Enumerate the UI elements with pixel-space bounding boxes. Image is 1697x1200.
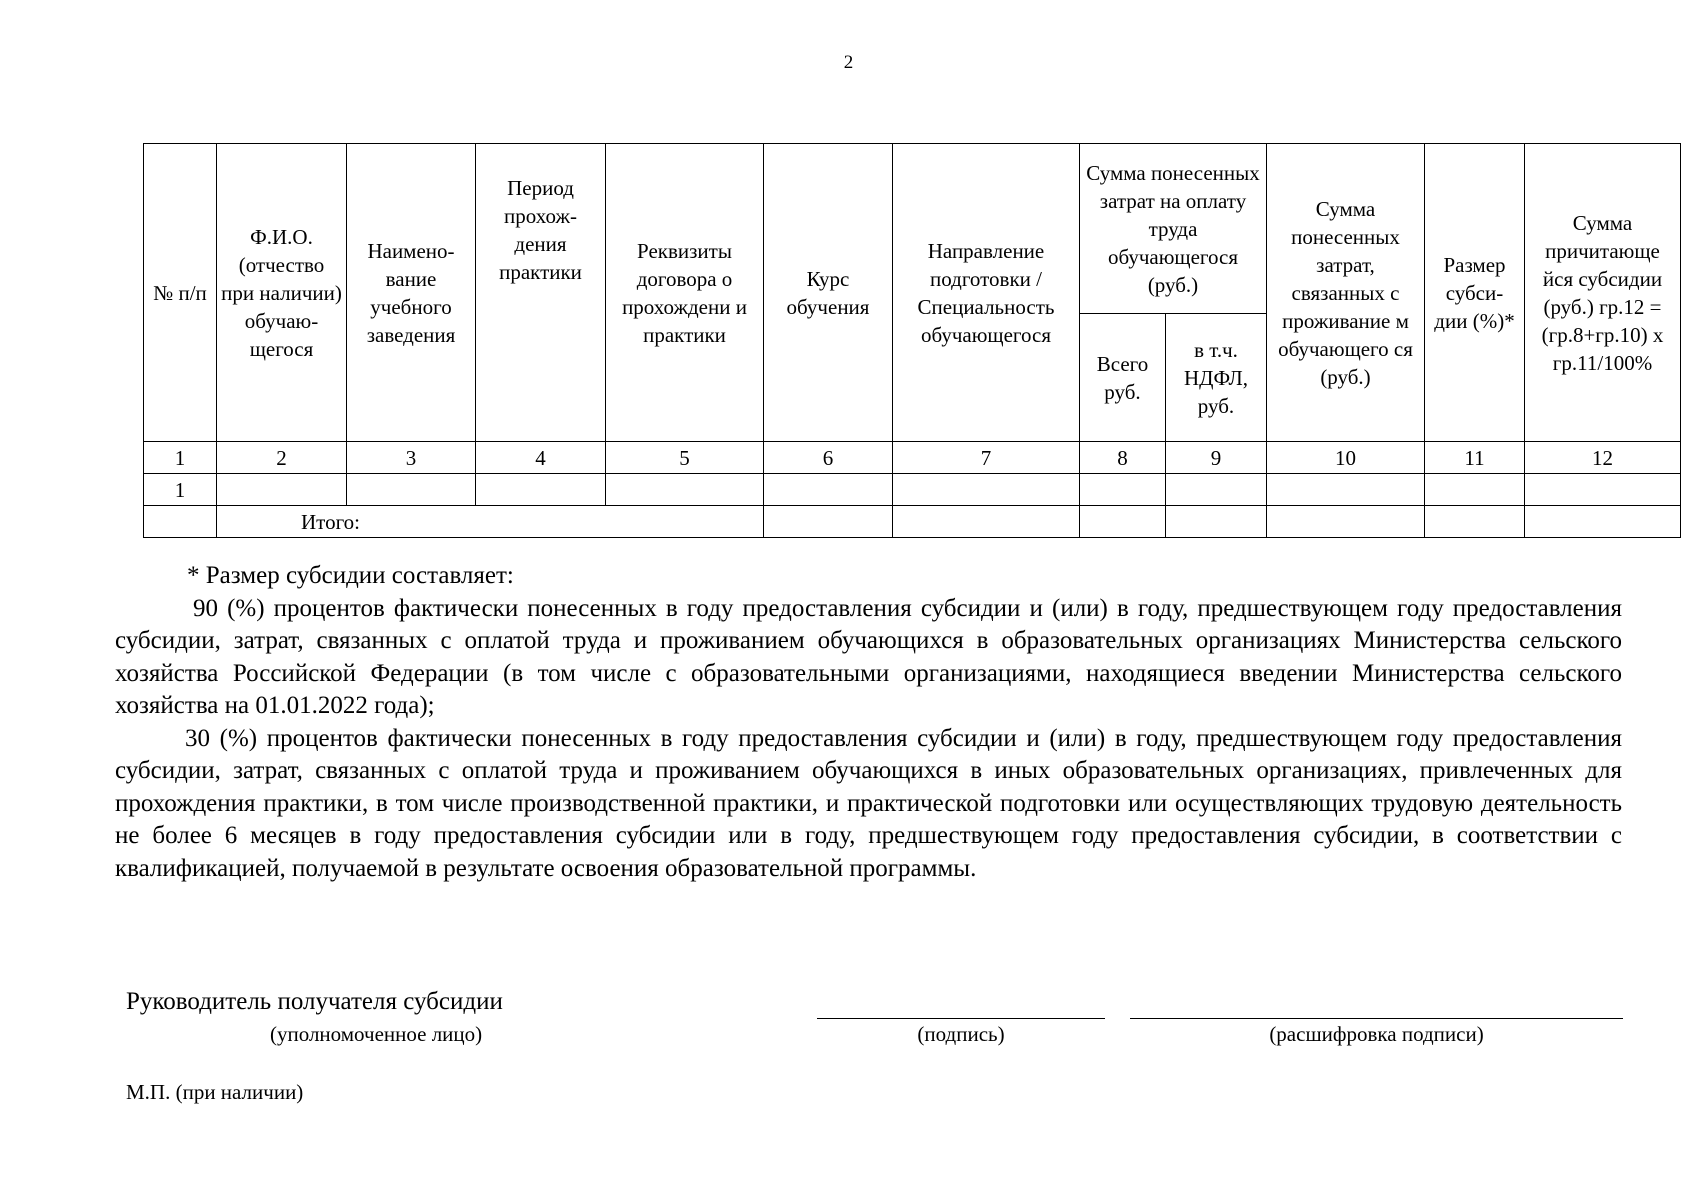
row-number: 1 [144,474,217,506]
table-cell [1080,474,1166,506]
subheader-ndfl: в т.ч. НДФЛ, руб. [1166,314,1267,442]
table-cell [476,474,606,506]
column-number: 1 [144,442,217,474]
footnote-title: * Размер субсидии составляет: [187,562,514,589]
column-number: 4 [476,442,606,474]
footnote-paragraph-30: 30 (%) процентов фактически понесенных в году предоставления субсидии и (или) в году, предшествующем году предоставления субсидии, затрат, связанных с оплатой труда и проживанием обучающихся в иных образовательных организациях, привлеченных для прохождения практики, в том числе производственной практики, и практической подготовки или осуществляющих трудовую деятельность не более 6 месяцев в году предоставления субсидии или в году, предшествующем году предоставления субсидии, в соответствии с квалификацией, получаемой в результате освоения образовательной программы. [115,724,1622,882]
table-cell [1267,474,1425,506]
table-cell [1166,506,1267,538]
authorized-person-caption: (уполномоченное лицо) [270,1022,483,1046]
table-cell [893,506,1080,538]
table-cell [1425,506,1525,538]
header-course: Курс обучения [764,144,893,442]
table-cell [347,474,476,506]
subheader-total: Всего руб. [1080,314,1166,442]
table-cell [144,506,217,538]
total-label: Итого: [217,506,764,538]
table-cell [1425,474,1525,506]
signature-decode-caption: (расшифровка подписи) [1269,1022,1484,1046]
header-institution: Наимено- вание учебного заведения [347,144,476,442]
header-number: № п/п [144,144,217,442]
header-contract: Реквизиты договора о прохождени и практики [606,144,764,442]
total-row [144,506,1681,538]
header-subsidy-amount: Сумма причитающе йся субсидии (руб.) гр.12 = (гр.8+гр.10) х гр.11/100% [1525,144,1681,442]
signature-line [817,1018,1105,1019]
header-labor-costs: Сумма понесенных затрат на оплату труда обучающегося (руб.) [1080,144,1267,314]
signature-head-label: Руководитель получателя субсидии [126,988,503,1015]
table-cell [1166,474,1267,506]
table-cell [1267,506,1425,538]
column-number: 10 [1267,442,1425,474]
column-number: 3 [347,442,476,474]
header-period: Период прохож- дения практики [476,144,606,442]
header-subsidy-rate: Размер субси- дии (%)* [1425,144,1525,442]
column-number: 8 [1080,442,1166,474]
table-row [144,474,1681,506]
page-number: 2 [843,52,854,73]
column-number: 5 [606,442,764,474]
column-number: 11 [1425,442,1525,474]
column-number: 12 [1525,442,1681,474]
table-cell [1080,506,1166,538]
footnote [115,560,1622,885]
table-cell [764,506,893,538]
column-number: 7 [893,442,1080,474]
header-name: Ф.И.О. (отчество при наличии) обучаю- щегося [217,144,347,442]
column-number: 6 [764,442,893,474]
table-cell [893,474,1080,506]
stamp-label: М.П. (при наличии) [126,1080,304,1104]
table-cell [606,474,764,506]
header-housing-costs: Сумма понесенных затрат, связанных с проживание м обучающего ся (руб.) [1267,144,1425,442]
footnote-paragraph-90: 90 (%) процентов фактически понесенных в году предоставления субсидии и (или) в году, предшествующем году предоставления субсидии, затрат, связанных с оплатой труда и проживанием обучающихся в образовательных организациях Министерства сельского хозяйства Российской Федерации (в том числе с образовательными организациями, находящиеся введении Министерства сельского хозяйства на 01.01.2022 года); [115,594,1622,719]
signature-caption: (подпись) [917,1022,1005,1046]
column-number: 2 [217,442,347,474]
subsidy-table [143,143,1681,538]
table-cell [217,474,347,506]
header-specialty: Направление подготовки / Специальность обучающегося [893,144,1080,442]
table-cell [1525,474,1681,506]
column-number: 9 [1166,442,1267,474]
signature-decode-line [1130,1018,1623,1019]
table-cell [764,474,893,506]
table-cell [1525,506,1681,538]
